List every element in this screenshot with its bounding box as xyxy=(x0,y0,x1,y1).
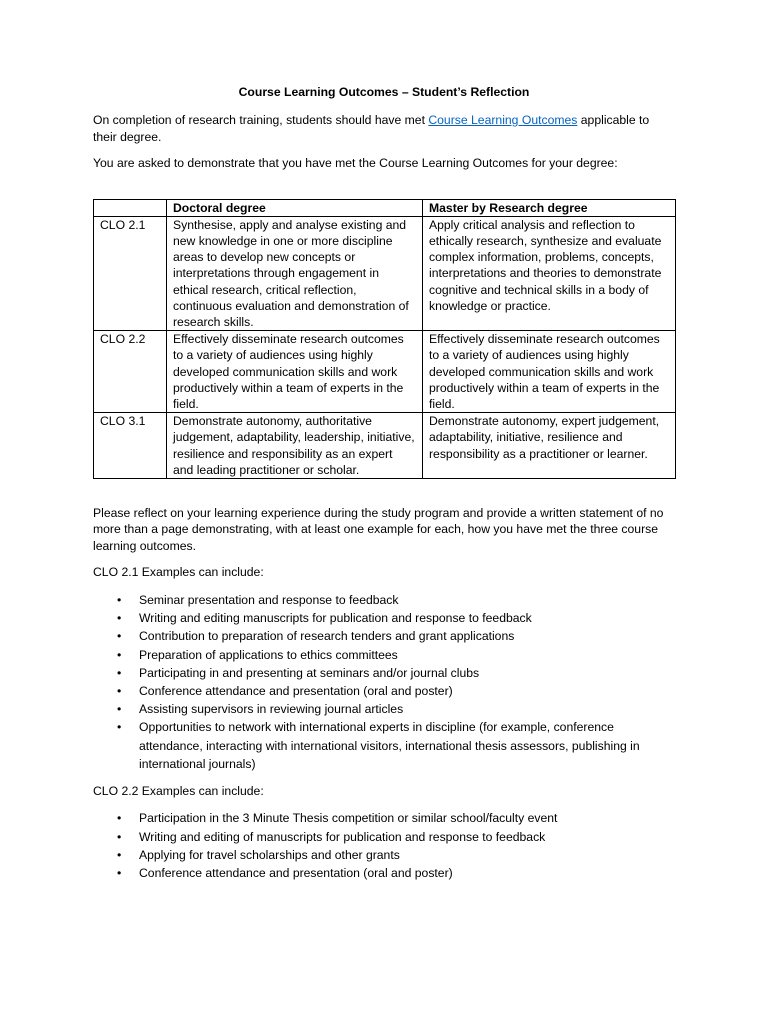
list-item-text: Preparation of applications to ethics committees xyxy=(139,647,398,662)
bullet-icon: • xyxy=(117,829,122,844)
list-item-text: Writing and editing of manuscripts for publication and response to feedback xyxy=(139,829,546,844)
list-item-text: Writing and editing manuscripts for publication and response to feedback xyxy=(139,611,532,626)
doctoral-outcome: Effectively disseminate research outcomes to a variety of audiences using highly developed communication skills and work productively within a team of experts in the field. xyxy=(167,331,423,413)
clo-code: CLO 2.2 xyxy=(94,331,167,413)
clo22-examples-label: CLO 2.2 Examples can include: xyxy=(93,783,264,798)
list-item xyxy=(117,718,675,773)
list-item-text: Conference attendance and presentation (oral and poster) xyxy=(139,866,453,881)
list-item xyxy=(117,864,675,882)
bullet-icon: • xyxy=(117,592,122,607)
header-doctoral: Doctoral degree xyxy=(167,199,423,216)
list-item-text: Opportunities to network with international experts in discipline (for example, conference attendance, interacting with international visitors, international thesis assessors, publishing in international journals) xyxy=(139,720,640,771)
list-item xyxy=(117,809,675,827)
bullet-icon: • xyxy=(117,629,122,644)
document-title: Course Learning Outcomes – Student’s Reflection xyxy=(238,85,530,99)
bullet-icon: • xyxy=(117,702,122,717)
bullet-icon: • xyxy=(117,647,122,662)
doctoral-outcome: Synthesise, apply and analyse existing and new knowledge in one or more discipline areas to develop new concepts or interpretations through engagement in ethical research, critical reflection, continuous evaluation and demonstration of research skills. xyxy=(167,216,423,330)
doctoral-outcome: Demonstrate autonomy, authoritative judgement, adaptability, leadership, initiative, resilience and responsibility as an expert and leading practitioner or scholar. xyxy=(167,413,423,479)
list-item xyxy=(117,609,675,627)
list-item xyxy=(117,846,675,864)
list-item-text: Contribution to preparation of research tenders and grant applications xyxy=(139,629,515,644)
clo-table xyxy=(93,199,676,479)
instruction-paragraph: You are asked to demonstrate that you have met the Course Learning Outcomes for your degree: xyxy=(93,156,618,170)
list-item xyxy=(117,646,675,664)
list-item-text: Conference attendance and presentation (oral and poster) xyxy=(139,683,453,698)
table-header-row xyxy=(94,199,676,216)
list-item-text: Participation in the 3 Minute Thesis competition or similar school/faculty event xyxy=(139,811,558,826)
table-row xyxy=(94,331,676,413)
list-item xyxy=(117,664,675,682)
table-row xyxy=(94,413,676,479)
list-item-text: Applying for travel scholarships and other grants xyxy=(139,847,400,862)
clo-code: CLO 3.1 xyxy=(94,413,167,479)
bullet-icon: • xyxy=(117,665,122,680)
list-item-text: Participating in and presenting at seminars and/or journal clubs xyxy=(139,665,480,680)
bullet-icon: • xyxy=(117,866,122,881)
header-empty xyxy=(94,199,167,216)
bullet-icon: • xyxy=(117,683,122,698)
clo22-examples-list xyxy=(93,809,675,882)
reflection-paragraph: Please reflect on your learning experience during the study program and provide a written statement of no more than a page demonstrating, with at least one example for each, how you have met the three course learning outcomes. xyxy=(93,505,664,553)
course-learning-outcomes-link[interactable]: Course Learning Outcomes xyxy=(428,113,578,127)
master-outcome: Effectively disseminate research outcomes to a variety of audiences using highly developed communication skills and work productively within a team of experts in the field. xyxy=(423,331,676,413)
table-row xyxy=(94,216,676,330)
master-outcome: Apply critical analysis and reflection to ethically research, synthesize and evaluate complex information, problems, concepts, interpretations and theories to demonstrate cognitive and technical skills in a body of knowledge or practice. xyxy=(423,216,676,330)
list-item xyxy=(117,700,675,718)
list-item xyxy=(117,591,675,609)
list-item-text: Seminar presentation and response to feedback xyxy=(139,592,399,607)
clo21-examples-label: CLO 2.1 Examples can include: xyxy=(93,565,264,580)
bullet-icon: • xyxy=(117,720,122,735)
master-outcome: Demonstrate autonomy, expert judgement, adaptability, initiative, resilience and responsibility as a practitioner or learner. xyxy=(423,413,676,479)
list-item xyxy=(117,682,675,700)
list-item xyxy=(117,627,675,645)
bullet-icon: • xyxy=(117,611,122,626)
list-item xyxy=(117,828,675,846)
clo21-examples-list xyxy=(93,591,675,773)
bullet-icon: • xyxy=(117,811,122,826)
clo-code: CLO 2.1 xyxy=(94,216,167,330)
bullet-icon: • xyxy=(117,847,122,862)
header-master: Master by Research degree xyxy=(423,199,676,216)
document-page xyxy=(93,84,675,892)
intro-text-before: On completion of research training, students should have met xyxy=(93,113,429,127)
intro-paragraph xyxy=(93,112,675,145)
intro-text-after: applicable to their degree. xyxy=(93,113,650,144)
list-item-text: Assisting supervisors in reviewing journal articles xyxy=(139,702,404,717)
